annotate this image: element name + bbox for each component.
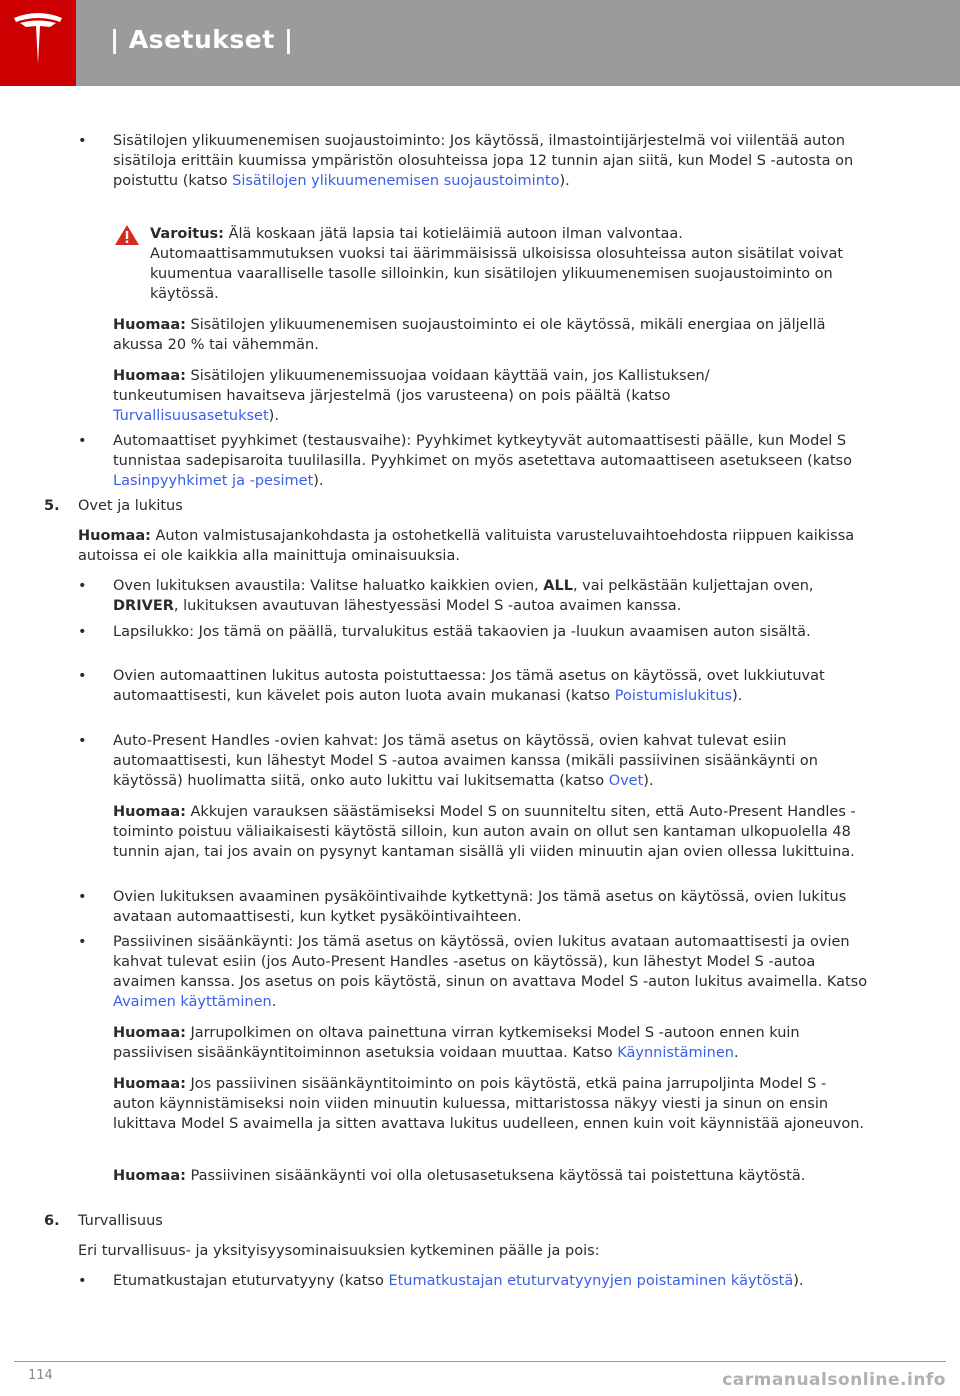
note: Huomaa: Sisätilojen ylikuumenemissuojaa voidaan käyttää vain, jos Kallistuksen/ tunkeutumisen havaitseva järjestelmä (jos varusteena) on pois päältä (katso Turvallisuusasetukset). xyxy=(113,368,710,424)
paragraph: Eri turvallisuus- ja yksityisyysominaisuuksien kytkeminen päälle ja pois: xyxy=(78,1243,600,1259)
note: Huomaa: Jos passiivinen sisäänkäyntitoiminto on pois käytöstä, etkä paina jarrupoljinta Model S -auton käynnistämiseksi noin viiden minuutin kuluessa, mittaristossa näkyy viesti ja sinun on ensin lukittava Model S avaimella ja sitten avattava lukitus uudelleen, ennen kuin voit käynnistää ajoneuvon. xyxy=(113,1076,865,1132)
bullet-icon: • xyxy=(78,578,87,594)
bullet-icon: • xyxy=(78,624,87,640)
tesla-logo xyxy=(0,0,76,86)
bullet-icon: • xyxy=(78,668,87,684)
bullet-icon: • xyxy=(78,1273,87,1289)
bullet-item: Ovien lukituksen avaaminen pysäköintivaihde kytkettynä: Jos tämä asetus on käytössä, ovien lukitus avataan automaattisesti, kun kytket pysäköintivaihteen. xyxy=(113,889,847,925)
bullet-icon: • xyxy=(78,433,87,449)
link-wipers[interactable]: Lasinpyyhkimet ja -pesimet xyxy=(113,473,314,489)
bullet-item: Automaattiset pyyhkimet (testausvaihe): Pyyhkimet kytkeytyvät automaattisesti päälle, kun Model S tunnistaa sadepisaroita tuulilasilla. Pyyhkimet on myös asetettava automaattiseen asetukseen (katso Lasinpyyhkimet ja -pesimet). xyxy=(113,433,852,489)
bullet-icon: • xyxy=(78,889,87,905)
bullet-item: Etumatkustajan etuturvatyyny (katso Etumatkustajan etuturvatyynyjen poistaminen käytöstä). xyxy=(113,1273,804,1289)
link-doors[interactable]: Ovet xyxy=(608,773,644,789)
page-title: | Asetukset | xyxy=(110,25,294,54)
page-number: 114 xyxy=(28,1368,53,1383)
bullet-item: Passiivinen sisäänkäynti: Jos tämä asetus on käytössä, ovien lukitus avataan automaattisesti ja ovien kahvat tulevat esiin (jos Auto-Present Handles -asetus on käytössä), kun lähestyt Model S -autoa avaimen kanssa. Jos asetus on pois käytöstä, sinun on avattava Model S -auton lukitus avaimella. Katso Avaimen käyttäminen. xyxy=(113,934,868,1010)
bullet-item: Lapsilukko: Jos tämä on päällä, turvalukitus estää takaovien ja -luukun avaamisen auton sisältä. xyxy=(113,624,811,640)
link-using-key[interactable]: Avaimen käyttäminen xyxy=(113,994,272,1010)
bullet-icon: • xyxy=(78,133,87,149)
link-cabin-overheat[interactable]: Sisätilojen ylikuumenemisen suojaustoiminto xyxy=(232,173,560,189)
section-number: 5. xyxy=(44,498,60,514)
note: Huomaa: Passiivinen sisäänkäynti voi olla oletusasetuksena käytössä tai poistettuna käytöstä. xyxy=(113,1168,806,1184)
link-security-settings[interactable]: Turvallisuusasetukset xyxy=(113,408,269,424)
footer-divider xyxy=(14,1361,946,1362)
bullet-item: Oven lukituksen avaustila: Valitse haluatko kaikkien ovien, ALL, vai pelkästään kuljettajan oven, DRIVER, lukituksen avautuvan lähestyessäsi Model S -autoa avaimen kanssa. xyxy=(113,578,814,614)
section-title: Ovet ja lukitus xyxy=(78,498,183,514)
note: Huomaa: Sisätilojen ylikuumenemisen suojaustoiminto ei ole käytössä, mikäli energiaa on jäljellä akussa 20 % tai vähemmän. xyxy=(113,317,826,353)
link-walk-away-lock[interactable]: Poistumislukitus xyxy=(614,688,733,704)
watermark: carmanualsonline.info xyxy=(722,1370,946,1390)
link-starting[interactable]: Käynnistäminen xyxy=(617,1045,734,1061)
link-disable-airbag[interactable]: Etumatkustajan etuturvatyynyjen poistaminen käytöstä xyxy=(388,1273,794,1289)
section-number: 6. xyxy=(44,1213,60,1229)
warning-text: Varoitus: Älä koskaan jätä lapsia tai kotieläimiä autoon ilman valvontaa. Automaattisammutuksen vuoksi tai äärimmäisissä ulkoisissa olosuhteissa auton sisätilat voivat kuumentua vaaralliselle tasolle silloinkin, kun sisätilojen ylikuumenemisen suojaustoiminto on käytössä. xyxy=(150,226,844,302)
bullet-item: Sisätilojen ylikuumenemisen suojaustoiminto: Jos käytössä, ilmastointijärjestelmä voi viilentää auton sisätiloja erittäin kuumissa ympäristön olosuhteissa jopa 12 tunnin ajan siitä, kun Model S -autosta on poistuttu (katso Sisätilojen ylikuumenemisen suojaustoiminto). xyxy=(113,133,854,189)
bullet-icon: • xyxy=(78,934,87,950)
bullet-icon: • xyxy=(78,733,87,749)
page-header xyxy=(0,0,960,86)
note: Huomaa: Akkujen varauksen säästämiseksi Model S on suunniteltu siten, että Auto-Present Handles -toiminto poistuu väliaikaisesti käytöstä silloin, kun auton avain on ollut sen kantaman ulkopuolella 48 tunnin ajan, tai jos avain on pysynyt kantaman sisällä yli viiden minuutin ajan ovien ollessa lukittuina. xyxy=(113,804,856,860)
note: Huomaa: Jarrupolkimen on oltava painettuna virran kytkemiseksi Model S -autoon ennen kuin passiivisen sisäänkäyntitoiminnon asetuksia voidaan muuttaa. Katso Käynnistäminen. xyxy=(113,1025,800,1061)
warning-icon xyxy=(114,224,140,246)
bullet-item: Ovien automaattinen lukitus autosta poistuttaessa: Jos tämä asetus on käytössä, ovet lukkiutuvat automaattisesti, kun kävelet pois auton luota avain mukanasi (katso Poistumislukitus). xyxy=(113,668,825,704)
bullet-item: Auto-Present Handles -ovien kahvat: Jos tämä asetus on käytössä, ovien kahvat tulevat esiin automaattisesti, kun lähestyt Model S -autoa avaimen kanssa (mikäli passiivinen sisäänkäynti on käytössä) huolimatta siitä, onko auto lukittu vai lukitsematta (katso Ovet). xyxy=(113,733,818,789)
section-title: Turvallisuus xyxy=(78,1213,163,1229)
tesla-logo-icon xyxy=(10,10,66,70)
note: Huomaa: Auton valmistusajankohdasta ja ostohetkellä valituista varusteluvaihtoehdosta riippuen kaikissa autoissa ei ole kaikkia alla mainittuja ominaisuuksia. xyxy=(78,528,855,564)
